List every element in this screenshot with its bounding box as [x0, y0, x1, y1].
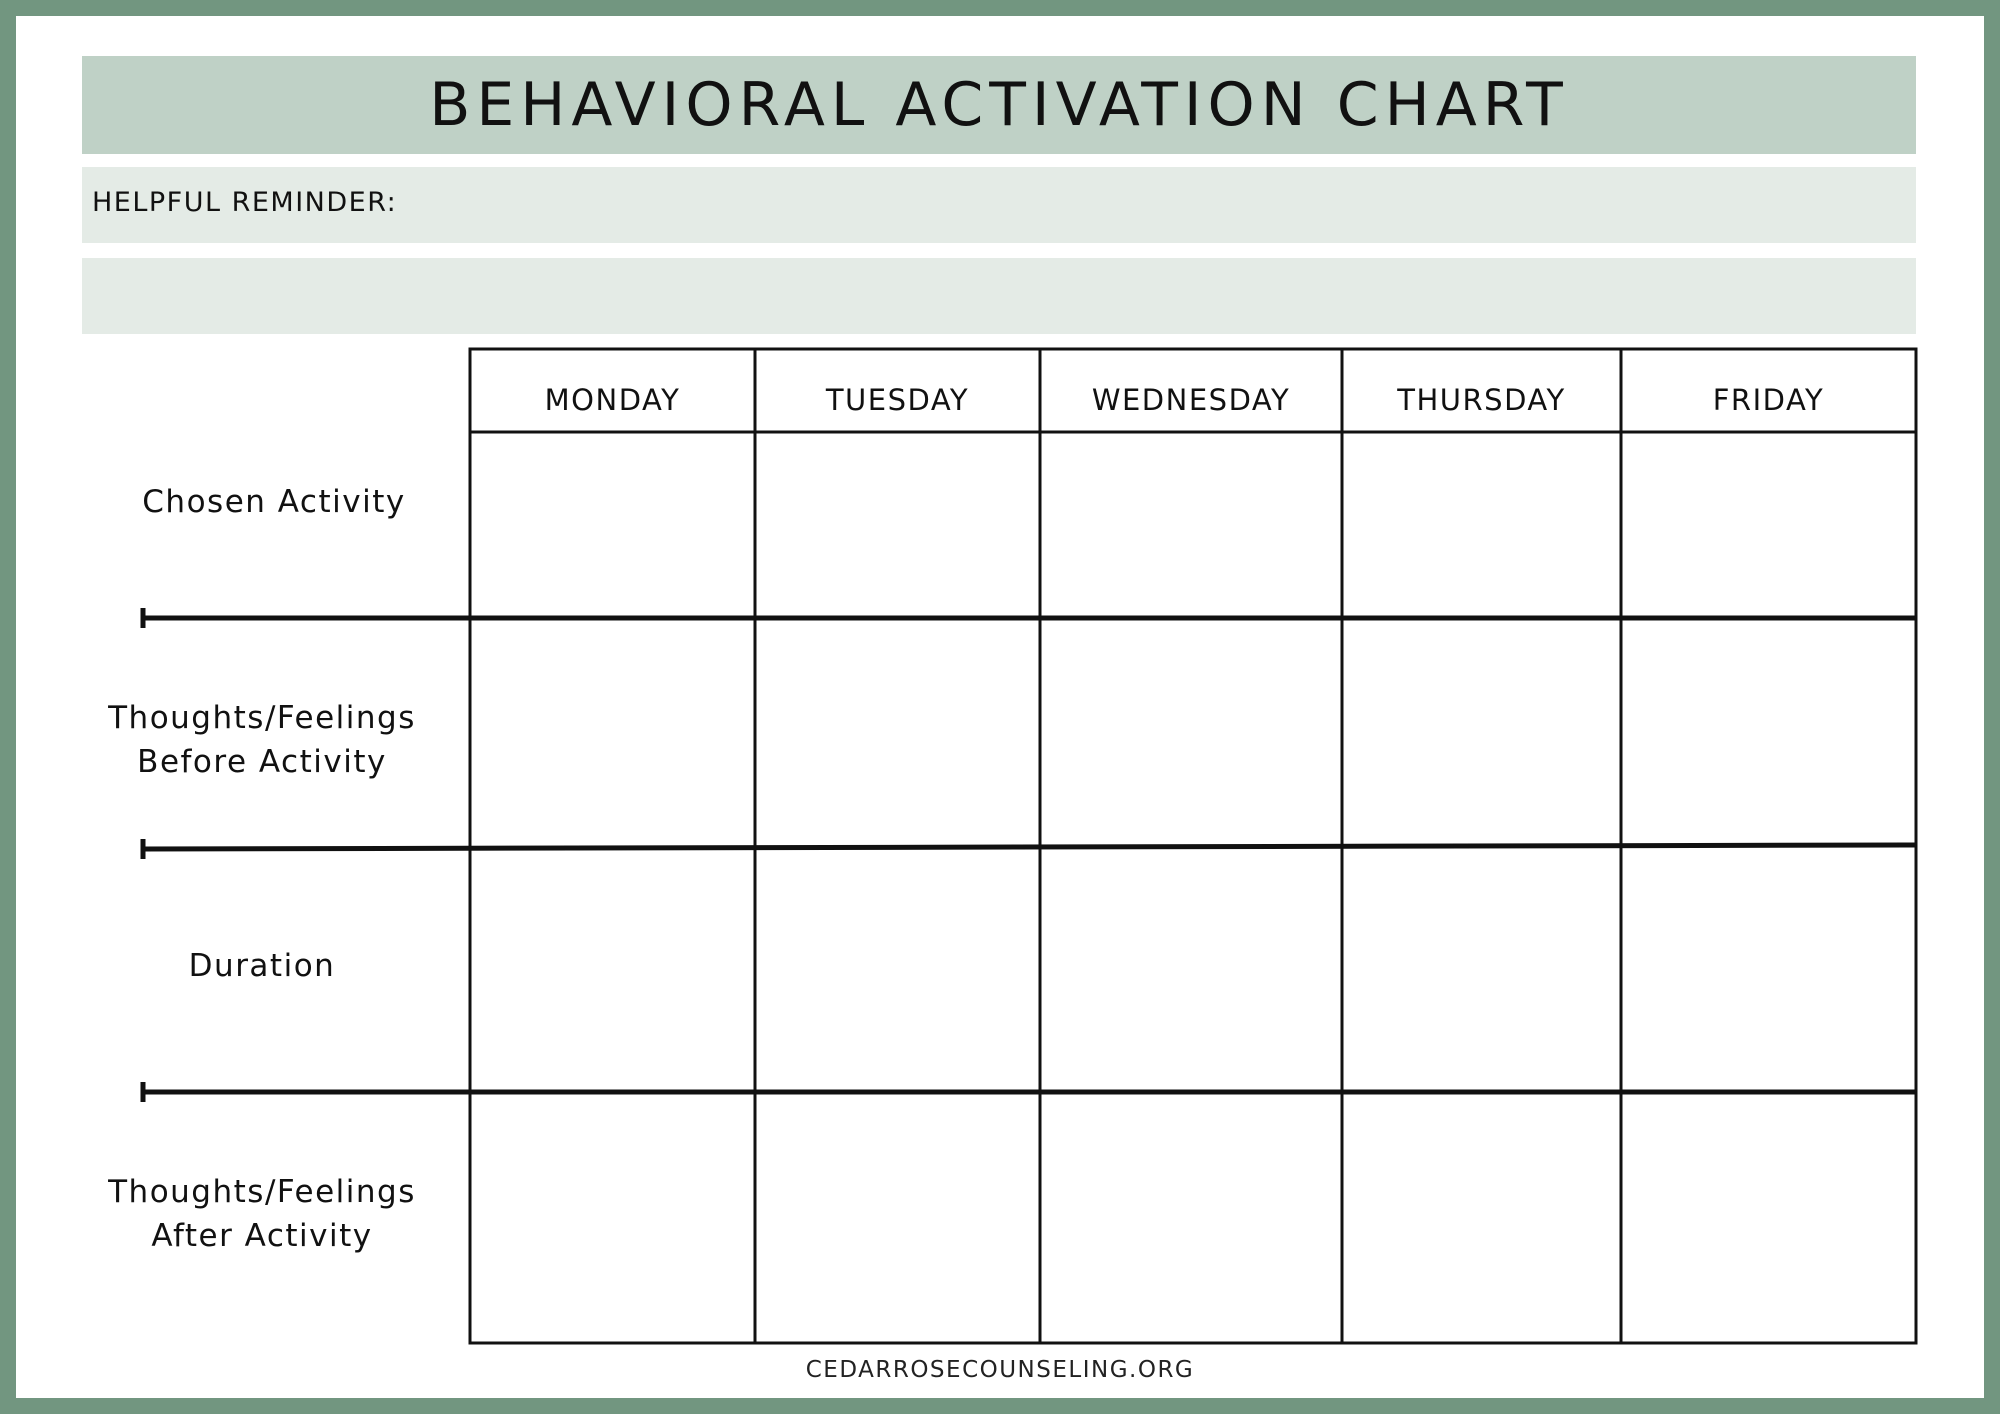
grid-cell[interactable] — [1624, 1096, 1913, 1339]
row-label-line: Duration — [188, 948, 336, 984]
day-header-tuesday: TUESDAY — [825, 383, 970, 417]
grid-cell[interactable] — [1345, 1096, 1618, 1339]
footer-website: CEDARROSECOUNSELING.ORG — [805, 1357, 1195, 1383]
row-label-line: Thoughts/Feelings — [108, 1174, 416, 1210]
worksheet-page — [16, 16, 1984, 1398]
page-title: BEHAVIORAL ACTIVATION CHART — [429, 70, 1569, 140]
day-header-wednesday: WEDNESDAY — [1091, 383, 1291, 417]
row-label-thoughts-before — [76, 696, 448, 784]
day-header-thursday: THURSDAY — [1397, 383, 1566, 417]
grid-cell[interactable] — [1345, 436, 1618, 614]
grid-cell[interactable] — [473, 436, 752, 614]
day-header-monday: MONDAY — [544, 383, 681, 417]
grid-cell[interactable] — [1043, 1096, 1339, 1339]
day-header-friday: FRIDAY — [1712, 383, 1825, 417]
helpful-reminder-label: HELPFUL REMINDER: — [92, 187, 398, 218]
grid-cell[interactable] — [758, 622, 1037, 843]
row-label-thoughts-after — [76, 1170, 448, 1258]
grid-cell[interactable] — [1345, 851, 1618, 1088]
grid-cell[interactable] — [1043, 851, 1339, 1088]
grid-cell[interactable] — [473, 1096, 752, 1339]
grid-cell[interactable] — [1624, 436, 1913, 614]
row-label-line: Chosen Activity — [142, 484, 406, 520]
row-divider — [143, 845, 1916, 849]
grid-cell[interactable] — [1624, 622, 1913, 843]
grid-cell[interactable] — [1624, 851, 1913, 1088]
grid-cell[interactable] — [758, 436, 1037, 614]
grid-cell[interactable] — [758, 1096, 1037, 1339]
row-label-duration — [76, 944, 448, 988]
row-label-line: Thoughts/Feelings — [108, 700, 416, 736]
grid-cell[interactable] — [1043, 436, 1339, 614]
row-label-line: Before Activity — [137, 744, 387, 780]
grid-cell[interactable] — [758, 851, 1037, 1088]
grid-cell[interactable] — [1345, 622, 1618, 843]
grid-cell[interactable] — [473, 622, 752, 843]
grid-cell[interactable] — [1043, 622, 1339, 843]
row-label-chosen-activity — [88, 480, 460, 524]
grid-cell[interactable] — [473, 851, 752, 1088]
row-label-line: After Activity — [151, 1218, 373, 1254]
